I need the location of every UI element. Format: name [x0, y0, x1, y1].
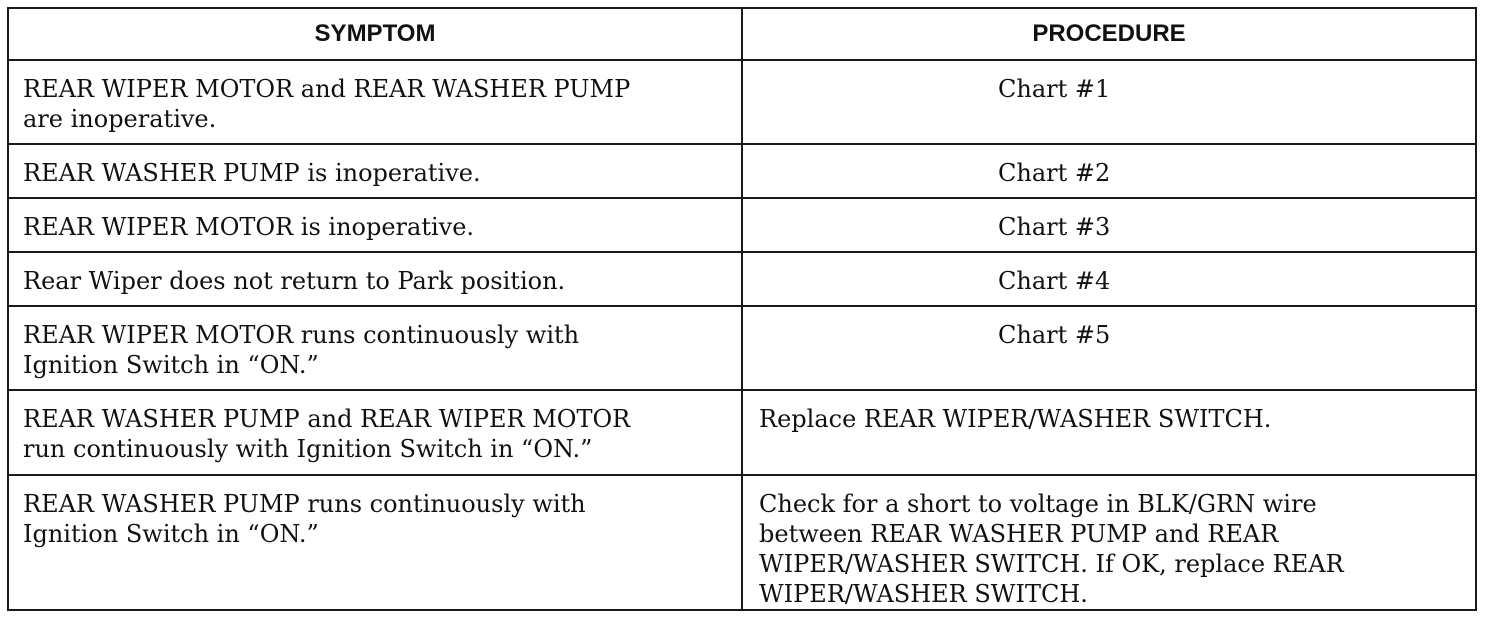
procedure-cell: Chart #4: [742, 252, 1476, 306]
symptom-cell: Rear Wiper does not return to Park position.: [8, 252, 742, 306]
table-row: [8, 60, 1476, 144]
procedure-cell: Chart #5: [742, 306, 1476, 390]
table-row: [8, 198, 1476, 252]
symptom-procedure-table: [7, 7, 1477, 611]
header-procedure: PROCEDURE: [742, 8, 1476, 60]
procedure-cell: Check for a short to voltage in BLK/GRN wire between REAR WASHER PUMP and REAR WIPER/WASHER SWITCH. If OK, replace REAR WIPER/WASHER SWITCH.: [742, 475, 1476, 610]
table-row: [8, 144, 1476, 198]
symptom-cell: REAR WIPER MOTOR is inoperative.: [8, 198, 742, 252]
header-symptom: SYMPTOM: [8, 8, 742, 60]
symptom-cell: REAR WIPER MOTOR and REAR WASHER PUMP are inoperative.: [8, 60, 742, 144]
table-row: [8, 252, 1476, 306]
symptom-cell: REAR WASHER PUMP and REAR WIPER MOTOR run continuously with Ignition Switch in “ON.”: [8, 390, 742, 475]
table-header-row: [8, 8, 1476, 60]
table-row: [8, 306, 1476, 390]
table-row: [8, 475, 1476, 610]
symptom-cell: REAR WASHER PUMP is inoperative.: [8, 144, 742, 198]
procedure-cell: Replace REAR WIPER/WASHER SWITCH.: [742, 390, 1476, 475]
procedure-cell: Chart #2: [742, 144, 1476, 198]
table-row: [8, 390, 1476, 475]
symptom-cell: REAR WIPER MOTOR runs continuously with Ignition Switch in “ON.”: [8, 306, 742, 390]
procedure-cell: Chart #1: [742, 60, 1476, 144]
symptom-cell: REAR WASHER PUMP runs continuously with Ignition Switch in “ON.”: [8, 475, 742, 610]
procedure-cell: Chart #3: [742, 198, 1476, 252]
